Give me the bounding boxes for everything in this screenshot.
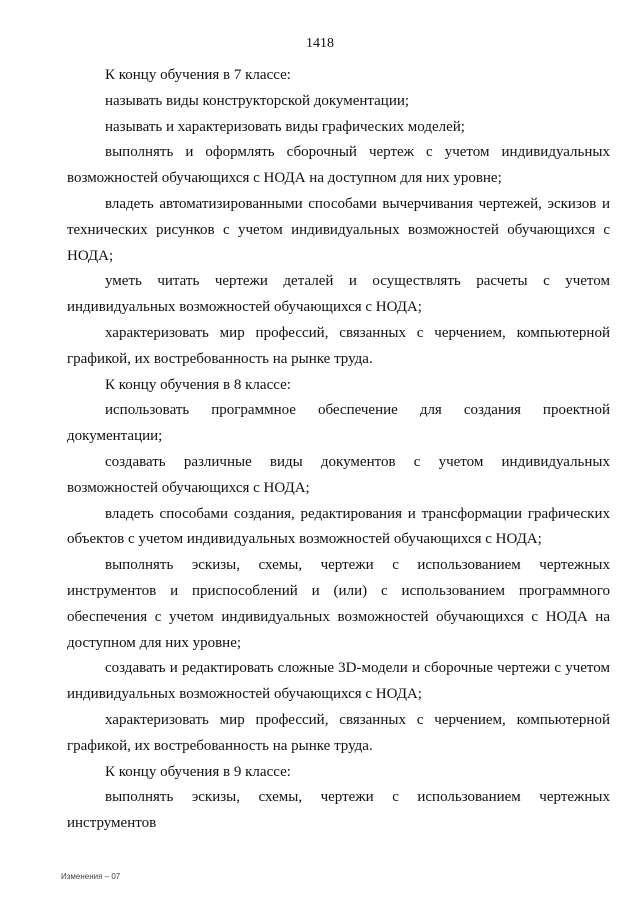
section-heading-grade-8: К концу обучения в 8 классе: <box>105 376 291 393</box>
list-item: уметь читать чертежи деталей и осуществлять расчеты с учетом индивидуальных возможностей обучающихся с НОДА; <box>67 273 610 316</box>
list-item: характеризовать мир профессий, связанных с черчением, компьютерной графикой, их востребованность на рынке труда. <box>67 711 610 754</box>
page-number: 1418 <box>306 36 334 51</box>
document-body <box>67 63 610 837</box>
page-footer: Изменения – 07 <box>61 872 121 881</box>
section-heading-grade-7: К концу обучения в 7 классе: <box>105 67 291 83</box>
list-item: создавать и редактировать сложные 3D-модели и сборочные чертежи с учетом индивидуальных возможностей обучающихся с НОДА; <box>67 660 610 703</box>
list-item: характеризовать мир профессий, связанных с черчением, компьютерной графикой, их востребованность на рынке труда. <box>67 324 610 367</box>
list-item: выполнять и оформлять сборочный чертеж с учетом индивидуальных возможностей обучающихся с НОДА на доступном для них уровне; <box>67 144 610 187</box>
list-item: выполнять эскизы, схемы, чертежи с использованием чертежных инструментов и приспособлений и (или) с использованием программного обеспечения с учетом индивидуальных возможностей обучающихся с НОДА на доступном для них уровне; <box>67 557 610 651</box>
list-item: называть и характеризовать виды графических моделей; <box>105 118 465 135</box>
list-item: называть виды конструкторской документации; <box>105 92 410 109</box>
list-item: использовать программное обеспечение для создания проектной документации; <box>67 402 610 445</box>
list-item: владеть способами создания, редактирования и трансформации графических объектов с учетом индивидуальных возможностей обучающихся с НОДА; <box>67 505 610 548</box>
list-item: создавать различные виды документов с учетом индивидуальных возможностей обучающихся с НОДА; <box>67 453 610 496</box>
list-item: выполнять эскизы, схемы, чертежи с использованием чертежных инструментов <box>67 789 610 832</box>
list-item: владеть автоматизированными способами вычерчивания чертежей, эскизов и технических рисунков с учетом индивидуальных возможностей обучающихся с НОДА; <box>67 195 610 264</box>
section-heading-grade-9: К концу обучения в 9 классе: <box>105 763 291 780</box>
